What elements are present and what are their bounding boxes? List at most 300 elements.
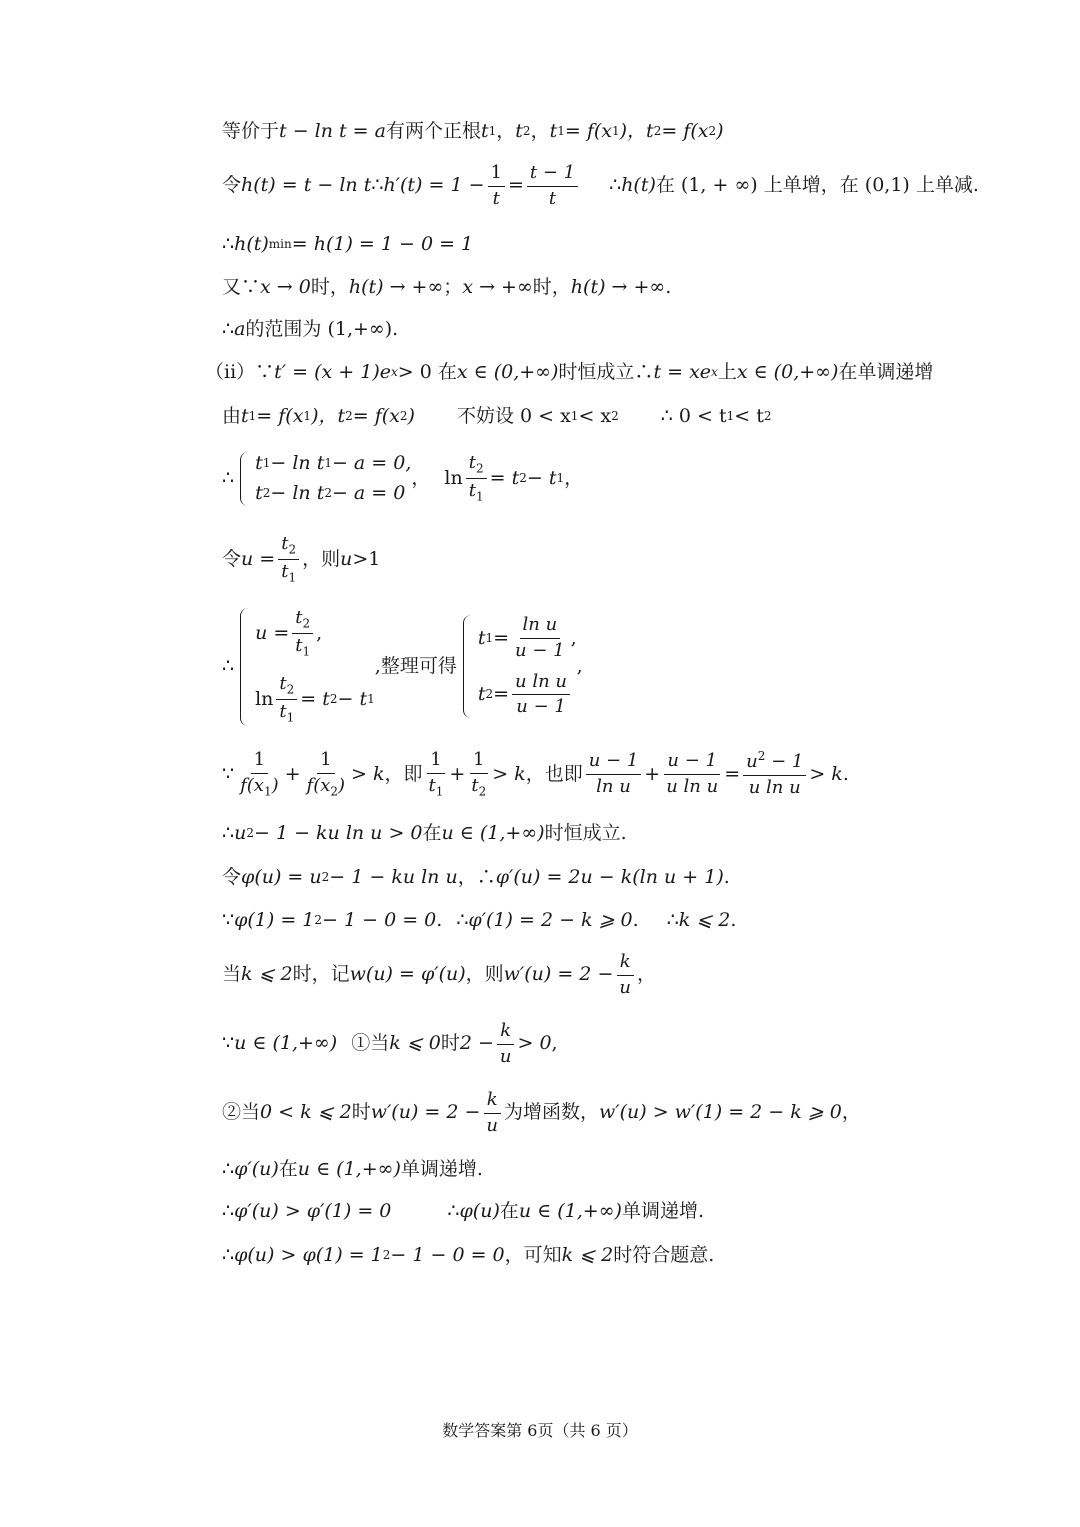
math: = h(1) = 1 − 0 = 1 — [291, 233, 474, 255]
numerator: u − 1 — [664, 751, 720, 775]
numerator — [292, 608, 313, 634]
math: t — [279, 672, 287, 694]
fraction — [616, 952, 634, 998]
math: 2 − — [459, 1032, 494, 1055]
math: t — [281, 561, 289, 583]
subscript: 1 — [726, 409, 735, 424]
math: u ∈ (1,+∞) — [234, 1032, 338, 1055]
text: 在 — [278, 1158, 298, 1180]
text: 时符合题意. — [613, 1244, 715, 1266]
math: u — [340, 548, 353, 571]
text: = — [507, 174, 524, 197]
denominator — [237, 774, 282, 799]
math: h(t) → +∞ — [348, 276, 444, 298]
text: ， — [841, 1101, 861, 1124]
math: φ(u) > φ(1) = 1 — [234, 1244, 383, 1266]
text: = — [493, 626, 510, 649]
numerator — [466, 453, 487, 479]
denominator — [278, 560, 299, 585]
numerator — [743, 750, 806, 776]
math: u = — [241, 548, 276, 571]
text: 单调递增. — [621, 1200, 705, 1222]
math: > k — [492, 762, 526, 785]
text: ∴ — [222, 1158, 235, 1180]
math: t′ = (x + 1)e — [274, 361, 391, 383]
text: 时，记 — [292, 963, 350, 986]
fraction — [483, 1090, 501, 1136]
math: − ln t — [270, 481, 325, 504]
text: ， — [530, 120, 550, 142]
fraction — [497, 1021, 515, 1067]
text: + — [449, 762, 466, 785]
superscript: 2 — [314, 913, 323, 928]
subscript: 1 — [488, 124, 497, 139]
math: − a = 0, — [331, 452, 412, 474]
text: ∴ — [222, 466, 235, 489]
text: 在 — [422, 822, 442, 844]
math: k ⩽ 2 — [241, 963, 293, 986]
subscript: 1 — [557, 124, 565, 139]
math: = f(x — [564, 120, 612, 142]
equation-line-7 — [222, 405, 772, 429]
fraction — [304, 750, 349, 799]
math: t — [281, 533, 289, 554]
subscript: 2 — [708, 124, 717, 139]
text: , — [570, 626, 577, 649]
text: ， — [636, 963, 656, 986]
math: x → +∞ — [462, 276, 533, 298]
math: − ln t — [270, 452, 325, 474]
text: ，即 — [384, 762, 423, 785]
math: w′(u) > w′(1) = 2 − k ⩾ 0 — [599, 1101, 842, 1124]
text: 单调递增. — [400, 1158, 483, 1180]
math: k ⩽ 0 — [389, 1032, 441, 1055]
equation-line-19 — [222, 1200, 704, 1224]
numerator: k — [484, 1090, 501, 1114]
denominator: u — [619, 976, 631, 998]
math: t — [279, 701, 287, 723]
equation-line-5 — [222, 318, 398, 342]
subscript: 2 — [330, 784, 339, 799]
text: ； — [443, 276, 463, 298]
text: ∴ — [222, 1200, 235, 1222]
text: . — [665, 276, 672, 298]
subscript: 2 — [519, 471, 527, 486]
math: t — [468, 480, 476, 502]
text: ∴ — [222, 822, 235, 844]
subscript: 1 — [248, 409, 257, 424]
brace — [240, 608, 250, 726]
fraction — [276, 674, 297, 726]
text: = — [493, 683, 510, 706]
math: − t — [526, 466, 557, 489]
math: − 1 − 0 = 0 — [390, 1244, 505, 1266]
denominator — [466, 479, 487, 504]
equation-line-11 — [222, 750, 849, 799]
math: h′(t) = 1 − — [383, 174, 485, 197]
subscript: 2 — [399, 409, 408, 424]
text: . — [730, 909, 737, 931]
math: h(t) — [621, 174, 656, 197]
math: t − ln t = a — [279, 120, 386, 142]
text: + — [284, 762, 301, 785]
denominator: t — [492, 187, 500, 209]
subscript: 1 — [570, 409, 579, 424]
text: 令 — [222, 866, 242, 888]
text: ∴ — [222, 233, 235, 255]
math: φ(u) — [459, 1200, 500, 1222]
text: , — [576, 654, 583, 677]
superscript: 2 — [246, 826, 254, 841]
fraction — [527, 163, 578, 209]
math: t — [241, 405, 249, 427]
math: u ∈ (1,+∞) — [518, 1200, 622, 1222]
fraction — [292, 608, 313, 660]
system-rows — [255, 452, 411, 506]
denominator — [426, 774, 447, 799]
math: t — [471, 774, 479, 796]
math: − 1 — [765, 751, 804, 773]
numerator: 1 — [470, 750, 487, 774]
denominator: u − 1 — [515, 640, 565, 662]
text: 时 — [351, 1101, 371, 1124]
text: ∴ — [222, 318, 235, 340]
text: 上 — [717, 361, 737, 383]
math: h(t) = t − ln t — [241, 174, 372, 197]
text: . — [842, 762, 849, 785]
math: t — [255, 452, 263, 474]
math: ) — [338, 774, 346, 796]
text: ,整理可得 — [374, 654, 457, 677]
math: u = — [255, 622, 290, 645]
text: 时恒成立. — [544, 822, 627, 844]
math: t — [468, 451, 476, 473]
fraction — [743, 750, 806, 798]
subscript: 1 — [324, 456, 332, 471]
text: ，则 — [302, 548, 341, 571]
subscript: 2 — [329, 692, 338, 707]
equation-line-16 — [222, 1021, 558, 1067]
math: t — [480, 120, 489, 142]
text: < t — [734, 405, 764, 427]
system-rows — [478, 615, 577, 718]
math: x ∈ (0,+∞) — [736, 361, 839, 383]
subscript: 2 — [611, 409, 619, 424]
text: 令 — [222, 174, 242, 197]
text: 有两个正根 — [385, 120, 481, 142]
text: = — [724, 762, 741, 785]
text: ，也即 — [525, 762, 583, 785]
text: 在 — [499, 1200, 519, 1222]
equation-line-1 — [222, 120, 724, 144]
equation-line-6 — [205, 361, 933, 385]
subscript: 1 — [288, 570, 297, 585]
equation-line-14 — [222, 909, 736, 933]
math: − a = 0 — [331, 481, 406, 504]
superscript: 2 — [321, 870, 330, 885]
page-footer: 数学答案第 6页（共 6 页） — [442, 1421, 638, 1440]
subscript: 1 — [262, 456, 271, 471]
text: , — [551, 1032, 558, 1055]
math: ) — [407, 405, 415, 427]
math: − 1 − 0 = 0 — [322, 909, 437, 931]
fraction — [466, 453, 487, 505]
subscript: min — [268, 237, 292, 252]
text: 时， — [310, 276, 349, 298]
text: . — [723, 866, 730, 888]
math: u — [234, 822, 247, 844]
text: ∴ — [456, 909, 469, 931]
math: u ∈ (1,+∞) — [441, 822, 545, 844]
numerator — [276, 674, 297, 700]
math: > 0 — [517, 1032, 552, 1055]
math: f(x — [240, 774, 264, 796]
subscript: 2 — [324, 486, 332, 501]
equation-line-2 — [222, 163, 979, 209]
equation-line-4 — [222, 276, 671, 300]
text: ，可知 — [504, 1244, 562, 1266]
subscript: 2 — [262, 486, 271, 501]
text: 不妨设 0 < x — [456, 405, 571, 427]
fraction — [663, 751, 721, 797]
text: ln — [444, 466, 463, 489]
math: t — [295, 607, 303, 628]
denominator — [304, 774, 349, 799]
numerator: 1 — [488, 163, 505, 187]
text: 时恒成立∴ — [558, 361, 654, 383]
denominator: u ln u — [666, 776, 719, 798]
math: t — [477, 626, 486, 649]
text: 又∵ — [222, 276, 261, 298]
numerator: k — [497, 1021, 514, 1045]
equation-line-3 — [222, 233, 473, 257]
subscript: 1 — [303, 409, 312, 424]
system-row — [255, 608, 375, 660]
text: 的范围为 (1,+∞). — [245, 318, 399, 340]
subscript: 2 — [345, 409, 353, 424]
fraction — [468, 750, 489, 799]
math: h(t) → +∞ — [570, 276, 666, 298]
text: ∴ — [609, 174, 622, 197]
math: φ′(u) — [234, 1158, 279, 1180]
math: = f(x — [256, 405, 304, 427]
subscript: 2 — [478, 784, 487, 799]
math: k ⩽ 2 — [561, 1244, 614, 1266]
system-row — [255, 452, 411, 476]
numerator: 1 — [317, 750, 334, 774]
math: t — [337, 405, 346, 427]
text: ln — [255, 687, 274, 710]
subscript: 1 — [367, 692, 375, 707]
fraction — [512, 672, 570, 718]
equation-line-13 — [222, 866, 730, 890]
math: φ(1) = 1 — [234, 909, 315, 931]
numerator: 1 — [427, 750, 444, 774]
math: )， — [311, 405, 338, 427]
brace — [463, 615, 473, 718]
superscript: x — [711, 365, 718, 380]
math: x ∈ (0,+∞) — [456, 361, 559, 383]
equation-line-20 — [222, 1244, 714, 1268]
subscript: 1 — [475, 489, 484, 504]
denominator: ln u — [596, 776, 631, 798]
text: ∵ — [222, 1032, 235, 1055]
numerator: 1 — [251, 750, 268, 774]
math: − 1 − ku ln u > 0 — [253, 822, 423, 844]
text: 时， — [532, 276, 571, 298]
fraction — [278, 534, 299, 586]
text: ∵ — [222, 762, 235, 785]
math: t — [255, 481, 263, 504]
system-row — [478, 615, 577, 661]
text: < x — [578, 405, 612, 427]
text: ①当 — [351, 1032, 390, 1055]
equation-line-17 — [222, 1090, 861, 1136]
denominator — [292, 634, 313, 659]
subscript: 1 — [263, 784, 272, 799]
numerator: k — [617, 952, 634, 976]
brace — [240, 452, 250, 506]
math: φ′(1) = 2 − k ⩾ 0 — [468, 909, 633, 931]
denominator: u — [486, 1114, 499, 1136]
text: . — [632, 909, 639, 931]
math: t — [549, 120, 558, 142]
fraction — [488, 163, 505, 209]
denominator: t — [548, 187, 557, 209]
text: 在 (1, + ∞) 上单增，在 (0,1) 上单减. — [655, 174, 979, 197]
numerator — [278, 534, 299, 560]
equation-line-9 — [222, 534, 380, 586]
subscript: 2 — [286, 682, 295, 697]
text: > 0 在 — [397, 361, 457, 383]
math: w′(u) = 2 − — [503, 963, 614, 986]
math: = f(x — [352, 405, 400, 427]
equation-line-18 — [222, 1158, 483, 1182]
fraction — [237, 750, 282, 799]
math: t — [295, 635, 303, 657]
math: )， — [619, 120, 647, 142]
subscript: 1 — [286, 710, 295, 725]
math: ) — [271, 774, 279, 796]
math: = f(x — [661, 120, 709, 142]
equation-system — [234, 608, 375, 726]
numerator: ln u — [520, 615, 561, 639]
math: t — [428, 774, 436, 796]
math: 0 < k ⩽ 2 — [260, 1101, 352, 1124]
math: u ∈ (1,+∞) — [297, 1158, 401, 1180]
text: 令 — [222, 548, 242, 571]
subscript: 1 — [302, 644, 311, 659]
text: 为增函数， — [504, 1101, 600, 1124]
subscript: 1 — [611, 124, 620, 139]
system-row — [255, 482, 411, 506]
math: h(t) — [234, 233, 269, 255]
denominator: u ln u — [748, 777, 801, 799]
fraction — [426, 750, 447, 799]
subscript: 1 — [485, 631, 494, 646]
math: − t — [337, 687, 368, 710]
text: ∴ — [666, 909, 679, 931]
text: + — [644, 762, 661, 785]
subscript: 2 — [302, 616, 311, 631]
text: （ii）∵ — [205, 361, 275, 383]
text: ， — [564, 466, 584, 489]
math: w(u) = φ′(u) — [349, 963, 466, 986]
math: t — [515, 120, 523, 142]
text: 时 — [440, 1032, 460, 1055]
math: a — [234, 318, 246, 340]
math: > k — [809, 762, 843, 785]
subscript: 1 — [435, 784, 444, 799]
fraction — [586, 751, 642, 797]
superscript: 2 — [382, 1248, 391, 1263]
system-rows — [255, 608, 375, 726]
text: ∴ — [447, 1200, 460, 1222]
equation-system — [457, 615, 577, 718]
text: ， — [496, 120, 516, 142]
equation-line-15 — [222, 952, 656, 998]
superscript: 2 — [757, 749, 766, 764]
subscript: 2 — [763, 409, 772, 424]
math: > k — [351, 762, 385, 785]
text: 由 — [222, 405, 242, 427]
text: 在单调递增 — [838, 361, 934, 383]
math: w′(u) = 2 − — [370, 1101, 481, 1124]
math: x → 0 — [260, 276, 311, 298]
text: 等价于 — [222, 120, 280, 142]
math: φ′(u) = 2u − k(ln u + 1) — [495, 866, 724, 888]
system-row — [255, 674, 375, 726]
text: ∴ — [222, 1244, 235, 1266]
math: t = xe — [653, 361, 712, 383]
math: t — [477, 683, 486, 706]
subscript: 2 — [485, 687, 494, 702]
subscript: 1 — [556, 471, 565, 486]
numerator: u − 1 — [586, 751, 642, 775]
text: 当 — [222, 963, 242, 986]
equation-line-10 — [222, 608, 583, 726]
subscript: 2 — [288, 542, 297, 557]
denominator — [468, 774, 489, 799]
text: ∴ 0 < t — [660, 405, 727, 427]
text: ∵ — [222, 909, 235, 931]
denominator: u − 1 — [516, 696, 566, 718]
superscript: x — [390, 365, 398, 380]
text: ，则 — [465, 963, 504, 986]
text: ∴ — [371, 174, 384, 197]
math: φ(u) = u — [241, 866, 322, 888]
math: = t — [300, 687, 330, 710]
equation-line-12 — [222, 822, 627, 846]
text: >1 — [352, 548, 381, 571]
text: . — [436, 909, 443, 931]
subscript: 2 — [475, 461, 484, 476]
numerator: u ln u — [512, 672, 570, 696]
text: ∴ — [222, 654, 235, 677]
equation-line-8 — [222, 452, 583, 506]
math: f(x — [306, 774, 331, 796]
text: ，∴ — [457, 866, 496, 888]
math: φ′(u) > φ′(1) = 0 — [234, 1200, 392, 1222]
math: t — [646, 120, 654, 142]
math: u — [746, 751, 758, 773]
denominator — [276, 700, 297, 725]
subscript: 2 — [653, 124, 662, 139]
text: ， — [411, 466, 431, 489]
numerator: t − 1 — [527, 163, 578, 187]
equation-system — [234, 452, 411, 506]
text: ②当 — [222, 1101, 261, 1124]
